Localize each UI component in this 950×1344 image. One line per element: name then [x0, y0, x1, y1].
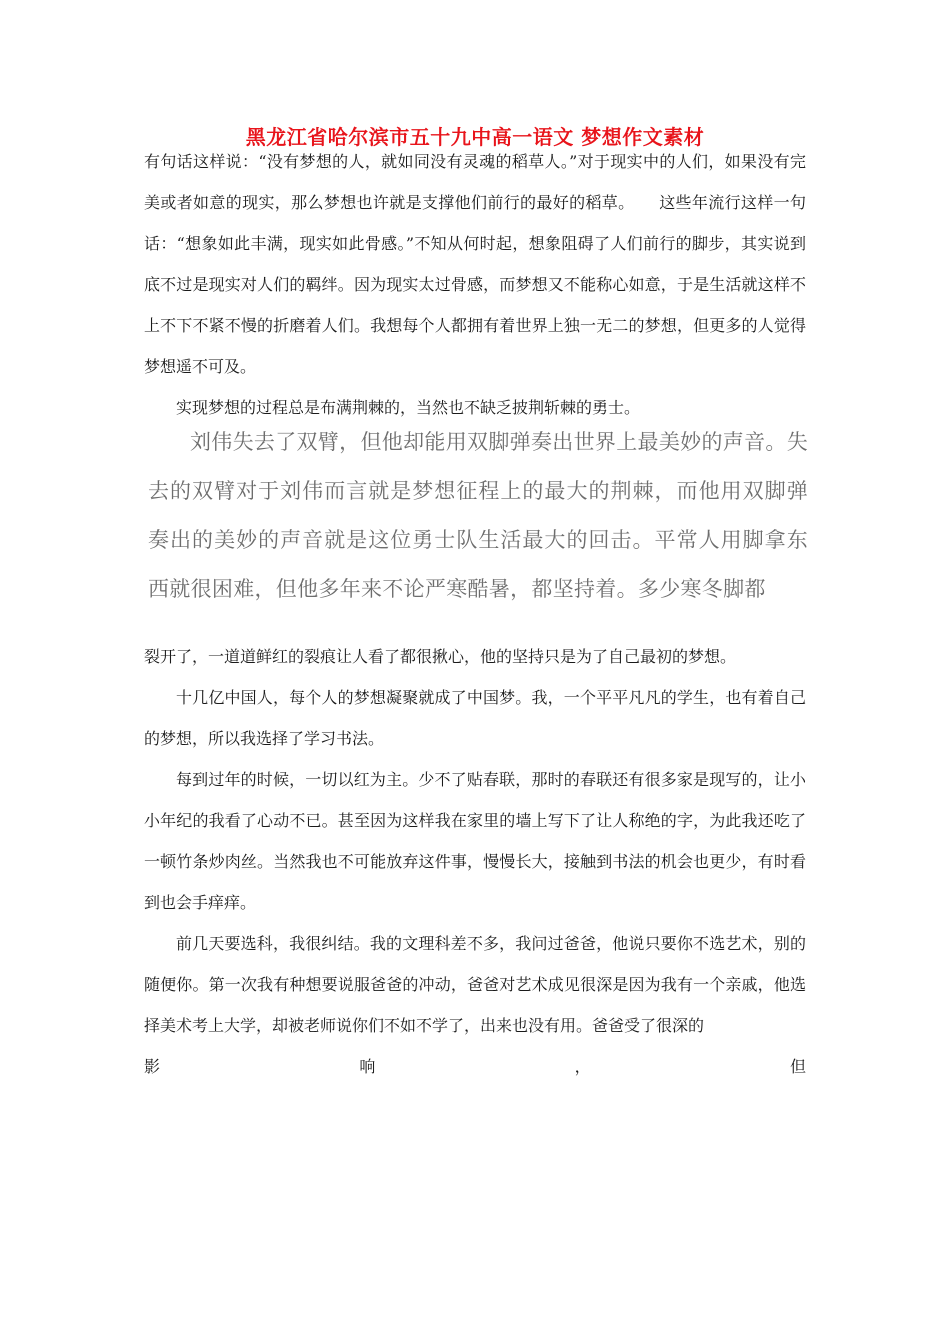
text-block-bottom	[144, 636, 806, 1087]
paragraph-continuation: 裂开了，一道道鲜红的裂痕让人看了都很揪心，他的坚持只是为了自己最初的梦想。	[144, 647, 737, 666]
last-line-word: 影	[144, 1057, 161, 1076]
spread-last-line	[144, 1046, 806, 1087]
embedded-text-image	[148, 418, 808, 614]
paragraph-china-dream: 十几亿中国人，每个人的梦想凝聚就成了中国梦。我，一个平平凡凡的学生，也有着自己的梦想，所以我选择了学习书法。	[144, 688, 806, 748]
last-line-word: 响	[359, 1057, 376, 1076]
paragraph-choose-subject: 前几天要选科，我很纠结。我的文理科差不多，我问过爸爸，他说只要你不选艺术，别的随便你。第一次我有种想要说服爸爸的冲动，爸爸对艺术成见很深是因为我有一个亲戚，他选择美术考上大学，却被老师说你们不如不学了，出来也没有用。爸爸受了很深的	[144, 934, 806, 1035]
text-block-top	[144, 141, 806, 428]
paragraph-new-year: 每到过年的时候，一切以红为主。少不了贴春联，那时的春联还有很多家是现写的，让小小年纪的我看了心动不已。甚至因为这样我在家里的墙上写下了让人称绝的字，为此我还吃了一顿竹条炒肉丝。当然我也不可能放弃这件事，慢慢长大，接触到书法的机会也更少，有时看到也会手痒痒。	[144, 770, 806, 912]
paragraph-thorns: 实现梦想的过程总是布满荆棘的，当然也不缺乏披荆斩棘的勇士。	[176, 398, 641, 417]
last-line-word: ，	[574, 1057, 591, 1076]
paragraph-opening: 有句话这样说：“没有梦想的人，就如同没有灵魂的稻草人。”对于现实中的人们，如果没有完美或者如意的现实，那么梦想也许就是支撑他们前行的最好的稻草。 这些年流行这样一句话：“想象如此丰满，现实如此骨感。”不知从何时起，想象阻碍了人们前行的脚步，其实说到底不过是现实对人们的羁绊。因为现实太过骨感，而梦想又不能称心如意，于是生活就这样不上不下不紧不慢的折磨着人们。我想每个人都拥有着世界上独一无二的梦想，但更多的人觉得梦想遥不可及。	[144, 152, 806, 376]
document-title: 黑龙江省哈尔滨市五十九中高一语文 梦想作文素材	[245, 125, 705, 149]
last-line-word: 但	[789, 1057, 806, 1076]
image-text-paragraph: 刘伟失去了双臂，但他却能用双脚弹奏出世界上最美妙的声音。失去的双臂对于刘伟而言就是梦想征程上的最大的荆棘，而他用双脚弹奏出的美妙的声音就是这位勇士队生活最大的回击。平常人用脚拿东西就很困难，但他多年来不论严寒酷暑，都坚持着。多少寒冬脚都	[148, 430, 808, 601]
